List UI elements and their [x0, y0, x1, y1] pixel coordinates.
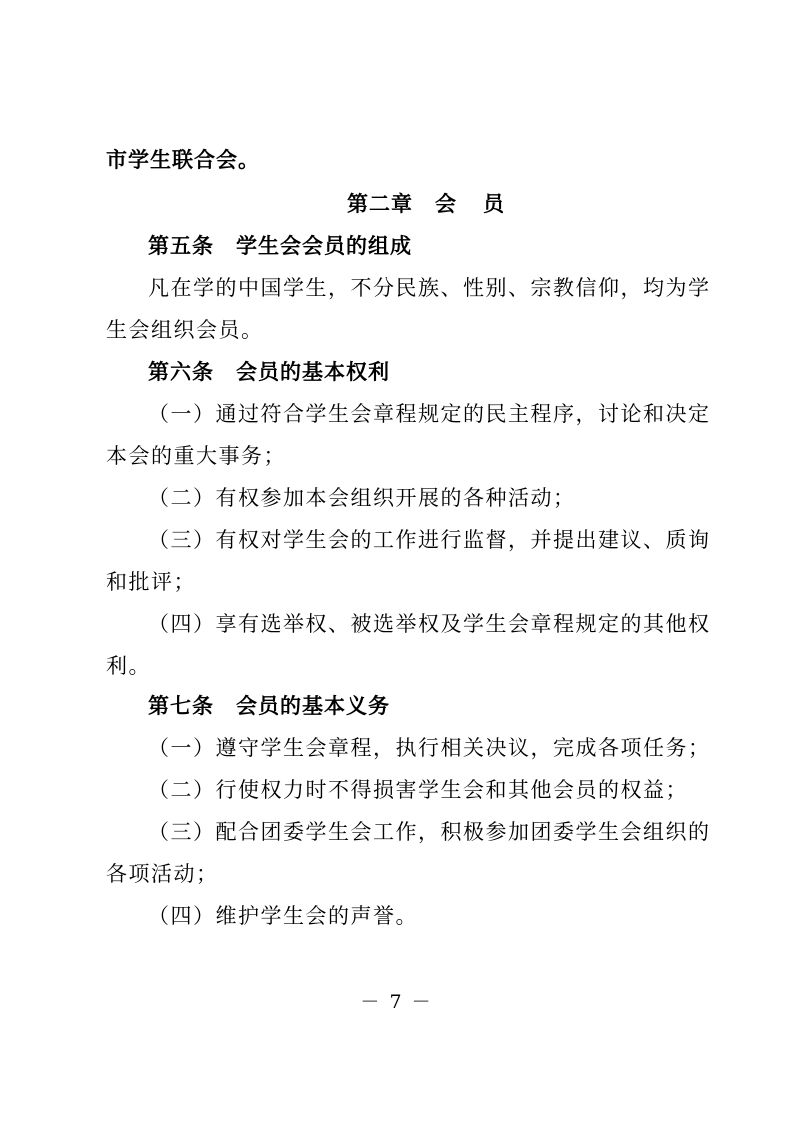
- article-title: 会员的基本义务: [236, 694, 390, 718]
- chapter-heading: [347, 190, 505, 218]
- text-line: 本会的重大事务；: [106, 444, 286, 468]
- chapter-number: 第二章: [347, 192, 413, 216]
- article-number: 第六条: [148, 360, 214, 384]
- text-line: （四）维护学生会的声誉。: [148, 904, 418, 928]
- text-line: 和批评；: [106, 570, 196, 594]
- page-number: － 7 －: [360, 991, 433, 1013]
- text-line: （三）配合团委学生会工作，积极参加团委学生会组织的: [148, 820, 711, 844]
- text-line: （三）有权对学生会的工作进行监督，并提出建议、质询: [148, 528, 711, 552]
- article-title: 学生会会员的组成: [236, 234, 412, 258]
- text-line: （二）行使权力时不得损害学生会和其他会员的权益；: [148, 778, 688, 802]
- chapter-title-char: 会: [435, 192, 457, 216]
- article-title: 会员的基本权利: [236, 360, 390, 384]
- text-line: 凡在学的中国学生，不分民族、性别、宗教信仰，均为学: [148, 276, 711, 300]
- article-heading: [148, 358, 390, 386]
- text-line: 生会组织会员。: [106, 318, 264, 342]
- text-line: （一）通过符合学生会章程规定的民主程序，讨论和决定: [148, 402, 711, 426]
- article-heading: [148, 692, 390, 720]
- text-line: （一）遵守学生会章程，执行相关决议，完成各项任务；: [148, 736, 711, 760]
- article-heading: [148, 232, 412, 260]
- article-number: 第五条: [148, 234, 214, 258]
- text-line: 利。: [106, 654, 151, 678]
- text-line: 市学生联合会。: [106, 148, 260, 172]
- text-line: （二）有权参加本会组织开展的各种活动；: [148, 486, 576, 510]
- chapter-title-char: 员: [483, 192, 505, 216]
- text-line: 各项活动；: [106, 862, 219, 886]
- article-number: 第七条: [148, 694, 214, 718]
- text-line: （四）享有选举权、被选举权及学生会章程规定的其他权: [148, 612, 711, 636]
